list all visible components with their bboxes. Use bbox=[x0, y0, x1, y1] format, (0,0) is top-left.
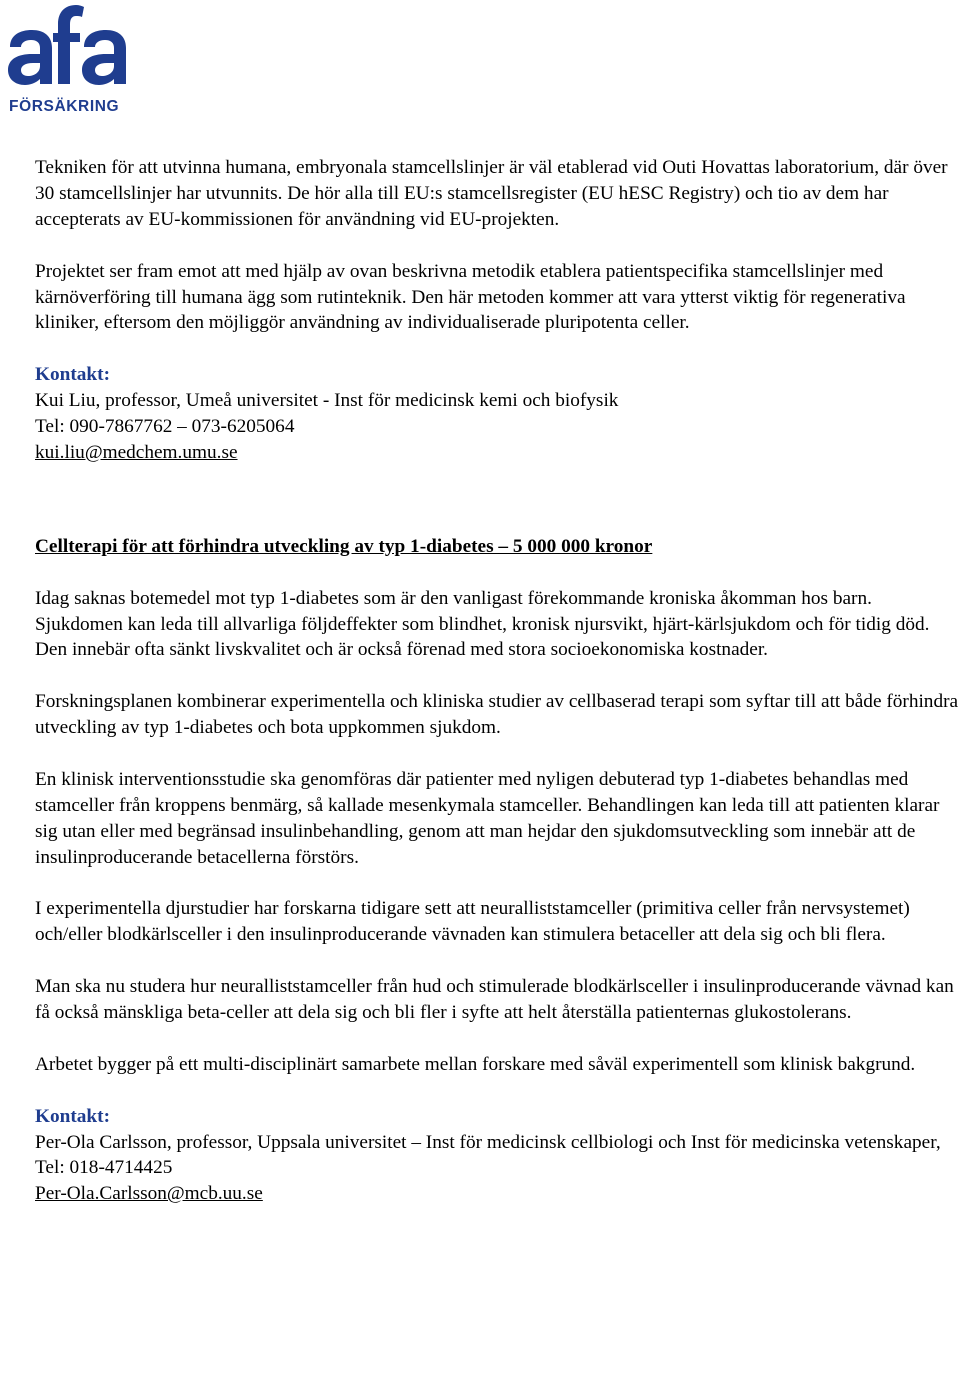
section-heading-diabetes: Cellterapi för att förhindra utveckling av typ 1-diabetes – 5 000 000 kronor bbox=[35, 535, 653, 557]
contact-name: Kui Liu, professor, Umeå universitet - Inst för medicinsk kemi och biofysik bbox=[35, 390, 619, 412]
paragraph-research-plan: Forskningsplanen kombinerar experimentella och kliniska studier av cellbaserad terapi som syftar till att både förhindra utveckling av typ 1-diabetes och bota uppkommen sjukdom. bbox=[35, 691, 959, 739]
paragraph-animal-studies: I experimentella djurstudier har forskarna tidigare sett att neuralliststamceller (primitiva celler från nervsystemet) och/eller blodkärlsceller i den insulinproducerande vävnaden kan stimulera betaceller att dela sig och bli flera. bbox=[35, 898, 910, 946]
paragraph-collaboration: Arbetet bygger på ett multi-disciplinärt samarbete mellan forskare med såväl experimentell som klinisk bakgrund. bbox=[35, 1053, 916, 1075]
afa-forsakring-logo bbox=[6, 2, 128, 114]
paragraph-human-cells: Man ska nu studera hur neuralliststamceller från hud och stimulerade blodkärlsceller i insulinproducerande vävnad kan få också mänskliga beta-celler att dela sig och bli fler i syfte att helt återställa patienternas glukostolerans. bbox=[35, 976, 954, 1024]
paragraph-clinical-study: En klinisk interventionsstudie ska genomföras där patienter med nyligen debuterad typ 1-diabetes behandlas med stamceller från kroppens benmärg, så kallade mesenkymala stamceller. Behandlingen kan leda till att patienten klarar sig utan eller med begränsad insulinbehandling, genom att man hejdar den sjukdomsutveckling som innebär att de insulinproducerande betacellerna förstörs. bbox=[35, 768, 940, 868]
contact-phone: Tel: 090-7867762 – 073-6205064 bbox=[35, 416, 295, 438]
contact-phone: Tel: 018-4714425 bbox=[35, 1157, 173, 1179]
afa-logo-icon bbox=[6, 2, 128, 114]
paragraph-stem-cell-lines: Tekniken för att utvinna humana, embryonala stamcellslinjer är väl etablerad vid Outi Hovattas laboratorium, där över 30 stamcellslinjer har utvunnits. De hör alla till EU:s stamcellsregister (EU hESC Registry) och tio av dem har accepterats av EU-kommissionen för användning vid EU-projekten. bbox=[35, 157, 948, 230]
contact-name: Per-Ola Carlsson, professor, Uppsala universitet – Inst för medicinsk cellbiologi och Inst för medicinska vetenskaper, bbox=[35, 1131, 941, 1153]
paragraph-diabetes-intro: Idag saknas botemedel mot typ 1-diabetes som är den vanligast förekommande kroniska åkomman hos barn. Sjukdomen kan leda till allvarliga följdeffekter som blindhet, kronisk njursvikt, hjärt-kärlsjukdom och för tidig död. Den innebär ofta sänkt livskvalitet och är också förenad med stora socioekonomiska kostnader. bbox=[35, 587, 930, 661]
contact-email-link[interactable]: Per-Ola.Carlsson@mcb.uu.se bbox=[35, 1183, 263, 1205]
contact-label: Kontakt: bbox=[35, 1105, 110, 1127]
paragraph-project-goal: Projektet ser fram emot att med hjälp av ovan beskrivna metodik etablera patientspecifika stamcellslinjer med kärnöverföring till humana ägg som rutinteknik. Den här metoden kommer att vara ytterst viktig för regenerativa kliniker, eftersom den möjliggör användning av individualiserade pluripotenta celler. bbox=[35, 260, 906, 334]
contact-label: Kontakt: bbox=[35, 364, 110, 386]
contact-email-link[interactable]: kui.liu@medchem.umu.se bbox=[35, 441, 238, 463]
svg-text:FÖRSÄKRING: FÖRSÄKRING bbox=[9, 98, 120, 114]
document-body bbox=[35, 155, 960, 1207]
